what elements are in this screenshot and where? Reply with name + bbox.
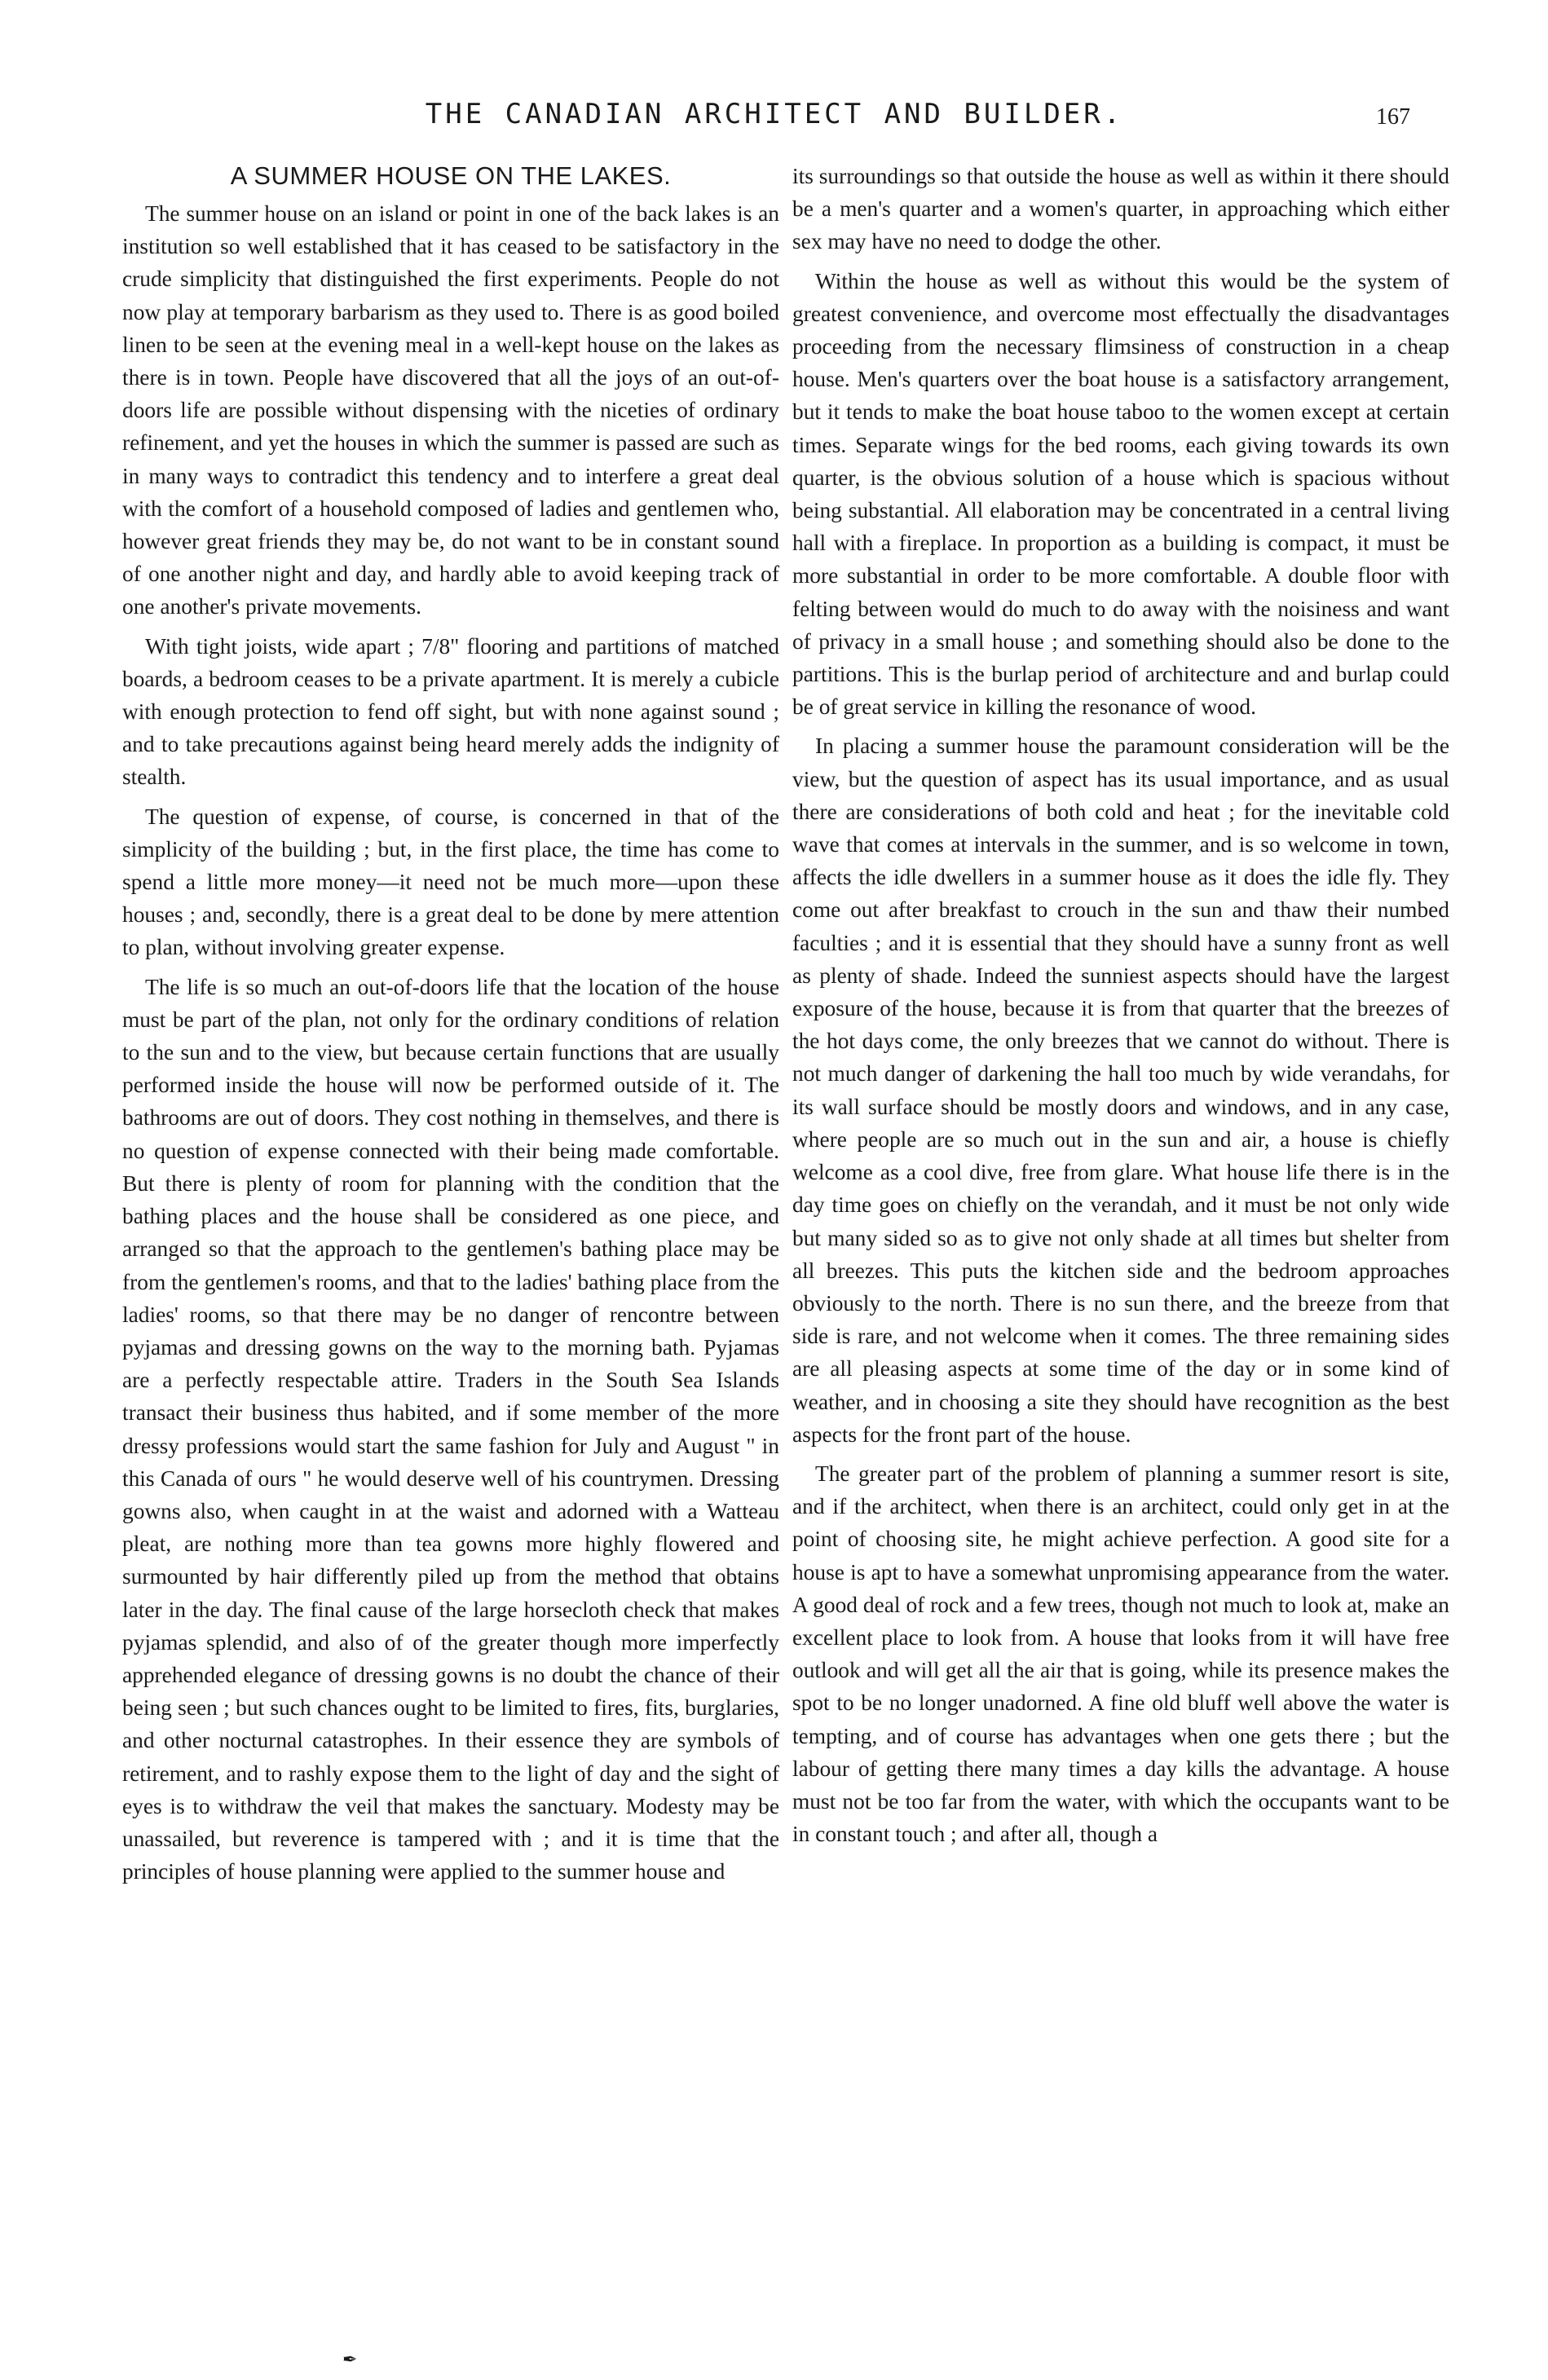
ink-mark: ✒ (342, 2349, 358, 2369)
left-column (122, 160, 779, 1894)
journal-title: THE CANADIAN ARCHITECT AND BUILDER. (425, 98, 1124, 130)
paragraph: With tight joists, wide apart ; 7/8" flooring and partitions of matched boards, a bedroom ceases to be a private apartment. It is merely a cubicle with enough protection to fend off sight, but with none against sound ; and to take precautions against being heard merely adds the indignity of stealth. (122, 633, 779, 790)
right-column (792, 160, 1449, 1857)
paragraph: The summer house on an island or point in one of the back lakes is an institution so well established that it has ceased to be satisfactory in the crude simplicity that distinguished the first experiments. People do not now play at temporary barbarism as they used to. There is as good boiled linen to be seen at the evening meal in a well-kept house on the lakes as there is in town. People have discovered that all the joys of an out-of-doors life are possible without dispensing with the niceties of ordinary refinement, and yet the houses in which the summer is passed are such as in many ways to contradict this tendency and to interfere a great deal with the comfort of a household composed of ladies and gentlemen who, however great friends they may be, do not want to be in constant sound of one another night and day, and hardly able to avoid keeping track of one another's private movements. (122, 201, 779, 619)
page-number: 167 (1376, 104, 1410, 130)
paragraph: The greater part of the problem of planning a summer resort is site, and if the architect, when there is an architect, could only get in at the point of choosing site, he might achieve perfection. A good site for a house is apt to have a somewhat unpromising appearance from the water. A good deal of rock and a few trees, though not much to look at, make an excellent place to look from. A house that looks from it will have free outlook and will get all the air that is going, while its presence makes the spot to be no longer unadorned. A fine old bluff well above the water is tempting, and of course has advantages when one gets there ; but the labour of getting there many times a day kills the advantage. A house must not be too far from the water, with which the occupants want to be in constant touch ; and after all, though a (792, 1461, 1449, 1847)
paragraph: In placing a summer house the paramount consideration will be the view, but the question of aspect has its usual importance, and as usual there are considerations of both cold and heat ; for the inevitable cold wave that comes at intervals in the summer, and is so welcome in town, affects the idle dwellers in a summer house as it does the idle fly. They come out after breakfast to crouch in the sun and thaw their numbed faculties ; and it is essential that they should have a sunny front as well as plenty of shade. Indeed the sunniest aspects should have the largest exposure of the house, because it is from that quarter that the breezes of the hot days come, the only breezes that we cannot do without. There is not much danger of darkening the hall too much by wide verandahs, for its wall surface should be mostly doors and windows, and in any case, where people are so much out in the sun and air, a house is chiefly welcome as a cool dive, free from glare. What house life there is in the day time goes on chiefly on the verandah, and it must be not only wide but many sided so as to give not only shade at all times but shelter from all breezes. This puts the kitchen side and the bedroom approaches obviously to the north. There is no sun there, and the breeze from that side is rare, and not welcome when it comes. The three remaining sides are all pleasing aspects at some time of the day or in some kind of weather, and in choosing a site they should have recognition as the best aspects for the front part of the house. (792, 734, 1449, 1447)
paragraph: Within the house as well as without this would be the system of greatest convenience, and overcome most effectually the disadvantages proceeding from the necessary flimsiness of construction in a cheap house. Men's quarters over the boat house is a satisfactory arrangement, but it tends to make the boat house taboo to the women except at certain times. Separate wings for the bed rooms, each giving towards its own quarter, is the obvious solution of a house which is spacious without being substantial. All elaboration may be concentrated in a central living hall with a fireplace. In proportion as a building is compact, it must be more substantial in order to be more comfortable. A double floor with felting between would do much to do away with the noisiness and want of privacy in a small house ; and something should also be done to the partitions. This is the burlap period of architecture and and burlap could be of great service in killing the resonance of wood. (792, 268, 1449, 720)
paragraph: The question of expense, of course, is concerned in that of the simplicity of the building ; but, in the first place, the time has come to spend a little more money—it need not be much more—upon these houses ; and, secondly, there is a great deal to be done by mere attention to plan, without involving greater expense. (122, 804, 779, 960)
article-title: A SUMMER HOUSE ON THE LAKES. (230, 161, 672, 190)
paragraph-continued: its surroundings so that outside the house as well as within it there should be a men's quarter and a women's quarter, in approaching which either sex may have no need to dodge the other. (792, 164, 1449, 254)
paragraph: The life is so much an out-of-doors life that the location of the house must be part of the plan, not only for the ordinary conditions of relation to the sun and to the view, but because certain functions that are usually performed inside the house will now be performed outside of it. The bathrooms are out of doors. They cost nothing in themselves, and there is no question of expense connected with their being made comfortable. But there is plenty of room for planning with the condition that the bathing places and the house shall be considered as one piece, and arranged so that the approach to the gentlemen's bathing place may be from the gentlemen's rooms, and that to the ladies' bathing place from the ladies' rooms, so that there may be no danger of rencontre between pyjamas and dressing gowns on the way to the morning bath. Pyjamas are a perfectly respectable attire. Traders in the South Sea Islands transact their business thus habited, and if some member of the more dressy professions would start the same fashion for July and August " in this Canada of ours " he would deserve well of his countrymen. Dressing gowns also, when caught in at the waist and adorned with a Watteau pleat, are nothing more than tea gowns more highly flowered and surmounted by hair differently piled up from the method that obtains later in the day. The final cause of the large horsecloth check that makes pyjamas splendid, and also of of the greater though more imperfectly apprehended elegance of dressing gowns is no doubt the chance of their being seen ; but such chances ought to be limited to fires, fits, burglaries, and other nocturnal catastrophes. In their essence they are symbols of retirement, and to rashly expose them to the light of day and the sight of eyes is to withdraw the veil that makes the sanctuary. Modesty may be unassailed, but reverence is tampered with ; and it is time that the principles of house planning were applied to the summer house and (122, 974, 779, 1884)
running-head (122, 96, 1427, 145)
